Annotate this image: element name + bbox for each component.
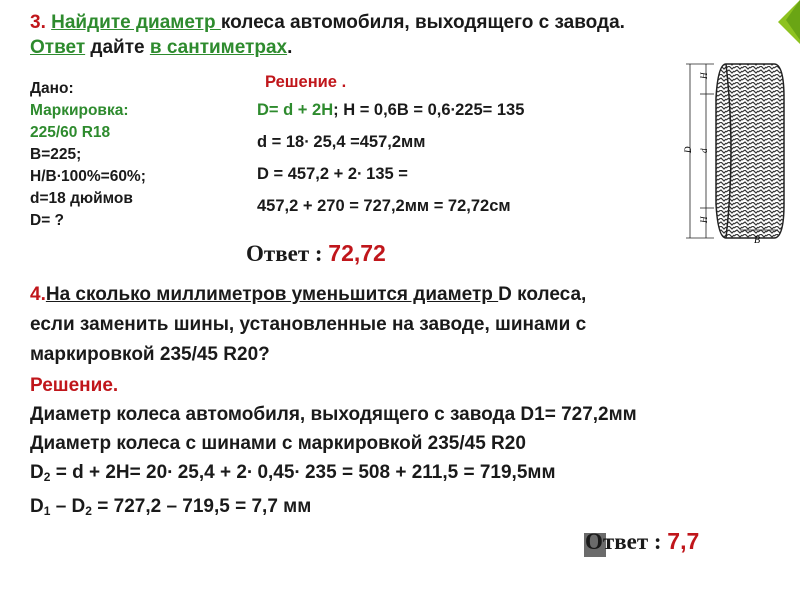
solution3-d: d = 18∙ 25,4 =457,2мм: [257, 133, 426, 151]
solution4-line2: Диаметр колеса с шинами с маркировкой 235/45 R20: [30, 433, 526, 454]
tire-label-h-top: H: [699, 72, 709, 79]
tire-diagram: [678, 58, 790, 244]
task4-text-a: На сколько миллиметров уменьшится диаметр: [45, 284, 499, 305]
given-marking-value: 225/60 R18: [30, 124, 111, 141]
solution4-d1-sub: 1: [43, 504, 51, 518]
answer4-value: 7,7: [667, 528, 700, 554]
solution4-block: [30, 371, 790, 526]
task4-line2: если заменить шины, установленные на заводе, шинами с: [30, 314, 587, 335]
task3-answer-word: Ответ: [30, 37, 86, 58]
task3-find-diameter: Найдите диаметр: [51, 12, 221, 33]
tire-label-d: d: [699, 148, 709, 153]
answer3-value: 72,72: [328, 240, 386, 266]
solution4-result: = 727,2 – 719,5 = 7,7 мм: [91, 496, 312, 517]
task3-in-cm: в сантиметрах: [149, 37, 288, 58]
given-block: [30, 78, 146, 232]
task3-dot: .: [287, 37, 293, 58]
solution4-line4: [30, 492, 790, 526]
solution3-D: D = 457,2 + 2∙ 135 =: [257, 165, 408, 183]
solution4-d1-symbol: D: [30, 496, 44, 517]
answer3: [246, 240, 386, 267]
given-title: Дано:: [30, 80, 74, 97]
task3-text: колеса автомобиля, выходящего с завода.: [220, 12, 625, 33]
given-find: D= ?: [30, 212, 65, 229]
task4-text-b: D колеса,: [498, 284, 587, 305]
tire-label-D: D: [683, 146, 693, 153]
answer4-label: Ответ :: [585, 529, 668, 554]
task4-block: [30, 280, 790, 370]
answer3-label: Ответ :: [246, 241, 329, 266]
given-marking-label: Маркировка:: [30, 102, 129, 119]
task3-number: 3.: [30, 12, 46, 33]
task3-give: дайте: [85, 37, 150, 58]
solution3-title: Решение .: [265, 73, 347, 91]
task4-line3: маркировкой 235/45 R20?: [30, 344, 270, 365]
given-b: B=225;: [30, 146, 82, 163]
solution3-h: ; H = 0,6B = 0,6∙225= 135: [333, 101, 525, 119]
task4-number: 4.: [30, 284, 46, 305]
answer4: [585, 528, 699, 555]
solution4-d2-sub: 2: [43, 470, 51, 484]
solution3-formula: D= d + 2H: [257, 101, 334, 119]
solution4-d2-symbol: D: [30, 462, 44, 483]
solution3-block: [257, 70, 524, 222]
tire-label-B: B: [754, 235, 761, 244]
tire-label-h-bottom: H: [699, 216, 709, 223]
solution4-title: Решение.: [30, 375, 119, 396]
solution4-line1: Диаметр колеса автомобиля, выходящего с завода D1= 727,2мм: [30, 404, 637, 425]
given-ratio: H/B∙100%=60%;: [30, 168, 146, 185]
solution4-minus-d: – D: [50, 496, 86, 517]
solution4-d2-formula: = d + 2H= 20∙ 25,4 + 2∙ 0,45∙ 235 = 508 + 211,5 = 719,5мм: [50, 462, 556, 483]
solution3-result: 457,2 + 270 = 727,2мм = 72,72см: [257, 197, 511, 215]
task3-title: [30, 10, 790, 60]
given-d: d=18 дюймов: [30, 190, 133, 207]
solution4-d2-sub2: 2: [85, 504, 92, 518]
solution4-line3: [30, 458, 790, 492]
